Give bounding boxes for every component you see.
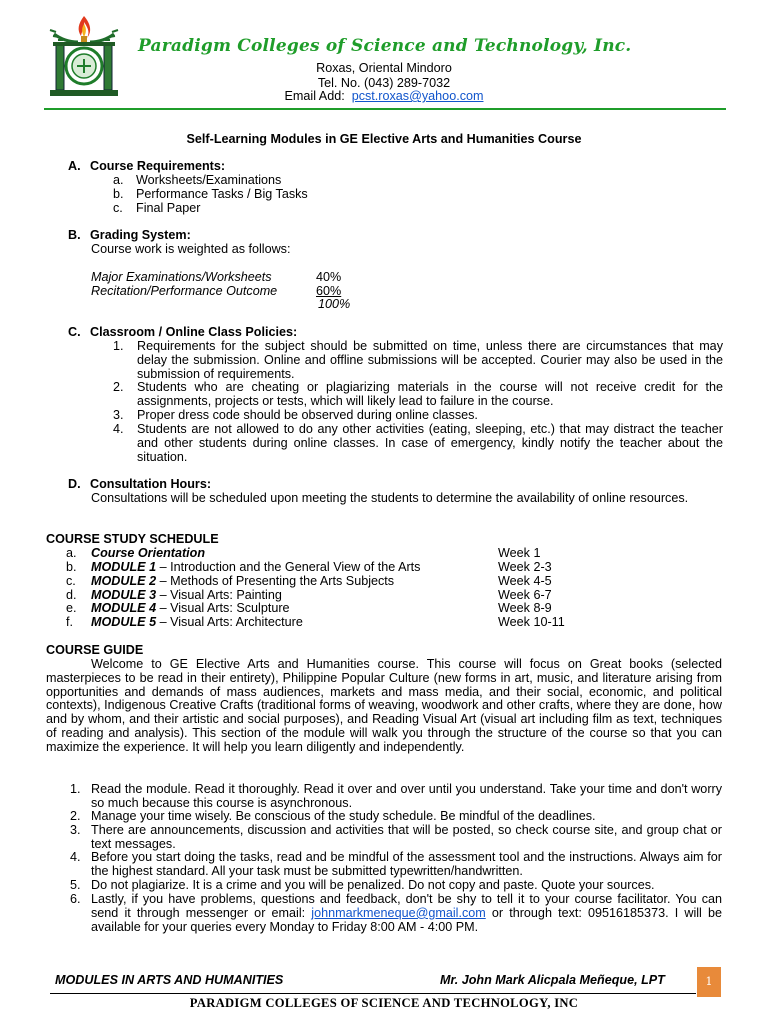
schedule-row: e. MODULE 4 – Visual Arts: Sculpture Week 8-9	[66, 601, 552, 615]
grading-intro: Course work is weighted as follows:	[91, 242, 291, 256]
list-item: 1. Read the module. Read it thoroughly. Read it over and over until you understand. Take your time and don't worry so much because this course is asynchronous.	[70, 782, 722, 810]
footer-divider	[50, 993, 696, 994]
schedule-row: d. MODULE 3 – Visual Arts: Painting Week 6-7	[66, 588, 552, 602]
schedule-row: b. MODULE 1 – Introduction and the General View of the Arts Week 2-3	[66, 560, 552, 574]
footer-author: Mr. John Mark Alicpala Meñeque, LPT	[440, 973, 665, 987]
schedule-row: a. Course Orientation Week 1	[66, 546, 541, 560]
guide-heading: COURSE GUIDE	[46, 643, 144, 657]
list-item: 2. Manage your time wisely. Be conscious of the study schedule. Be mindful of the deadlines.	[70, 809, 596, 823]
consultation-text: Consultations will be scheduled upon meeting the students to determine the availability of online resources.	[91, 491, 689, 505]
section-b-heading: B. Grading System:	[68, 228, 191, 242]
list-item: 3. Proper dress code should be observed during online classes.	[113, 408, 478, 422]
school-telephone: Tel. No. (043) 289-7032	[317, 76, 451, 90]
footer-course-title: MODULES IN ARTS AND HUMANITIES	[55, 973, 284, 987]
email-label: Email Add:	[284, 89, 345, 103]
section-d-heading: D. Consultation Hours:	[68, 477, 212, 491]
list-item: 3. There are announcements, discussion and activities that will be posted, so check course site, and group chat or text messages.	[70, 823, 722, 851]
grading-row-value: 60%	[316, 284, 342, 298]
school-address: Roxas, Oriental Mindoro	[316, 61, 452, 75]
section-a-heading: A. Course Requirements:	[68, 159, 226, 173]
grading-row-value: 40%	[316, 270, 342, 284]
schedule-row: f. MODULE 5 – Visual Arts: Architecture Week 10-11	[66, 615, 565, 629]
grading-row-label: Major Examinations/Worksheets	[91, 270, 272, 284]
schedule-row: c. MODULE 2 – Methods of Presenting the Arts Subjects Week 4-5	[66, 574, 552, 588]
list-item: 4. Students are not allowed to do any other activities (eating, sleeping, etc.) that may distract the teacher and other students during online classes. In case of emergency, kindly notify the teacher about the situation.	[113, 422, 723, 464]
list-item: b. Performance Tasks / Big Tasks	[113, 187, 308, 201]
school-name: Paradigm Colleges of Science and Technology, Inc.	[138, 36, 632, 56]
guide-intro: Welcome to GE Elective Arts and Humanities course. This course will focus on Great books (selected masterpieces to be read in their entirety), Philippine Popular Culture (new forms in art, music, and literature arising from opportunities and demands of mass audiences, markets and mass media, and their social, economic, and political contexts), Indigenous Creative Crafts (traditional forms of weaving, woodwork and other crafts, where they are done, how and by whom, and their artistic and social purposes), and Reading Visual Art (visual art including film as text, techniques of reading and analysis). This section of the module will walk you through the structure of the course so that you can maximize the experience. It will help you learn diligently and independently.	[46, 657, 722, 754]
list-item: 4. Before you start doing the tasks, read and be mindful of the assessment tool and the instructions. Always aim for the highest standard. All your task must be submitted typewritten/handwritten.	[70, 850, 722, 878]
school-email-line	[0, 90, 768, 104]
header-divider	[44, 108, 726, 110]
list-item: 6. Lastly, if you have problems, questions and feedback, don't be shy to tell it to your course facilitator. You can send it through messenger or email: johnmarkmeneque@gmail.com or through text: 09516185373. I will be available for your queries every Monday to Friday 8:00 AM - 4:00 PM.	[70, 892, 722, 934]
document-title: Self-Learning Modules in GE Elective Arts and Humanities Course	[186, 132, 582, 146]
footer-school-name: PARADIGM COLLEGES OF SCIENCE AND TECHNOLOGY, INC	[189, 996, 579, 1010]
list-item: c. Final Paper	[113, 201, 201, 215]
page-number: 1	[697, 967, 721, 997]
list-item: 2. Students who are cheating or plagiarizing materials in the course will not receive credit for the assignments, projects or tests, which will likely lead to failure in the course.	[113, 380, 723, 408]
facilitator-email-link[interactable]: johnmarkmeneque@gmail.com	[311, 905, 486, 920]
list-item: 5. Do not plagiarize. It is a crime and you will be penalized. Do not copy and paste. Quote your sources.	[70, 878, 655, 892]
list-item: a. Worksheets/Examinations	[113, 173, 282, 187]
school-email-link[interactable]: pcst.roxas@yahoo.com	[351, 89, 484, 103]
grading-row-label: Recitation/Performance Outcome	[91, 284, 278, 298]
grading-total: 100%	[318, 297, 351, 311]
section-c-heading: C. Classroom / Online Class Policies:	[68, 325, 298, 339]
list-item: 1. Requirements for the subject should be submitted on time, unless there are circumstances that may delay the submission. Online and offline submissions will be accepted. Courier may also be used in the submission of requirements.	[113, 339, 723, 381]
schedule-heading: COURSE STUDY SCHEDULE	[46, 532, 219, 546]
